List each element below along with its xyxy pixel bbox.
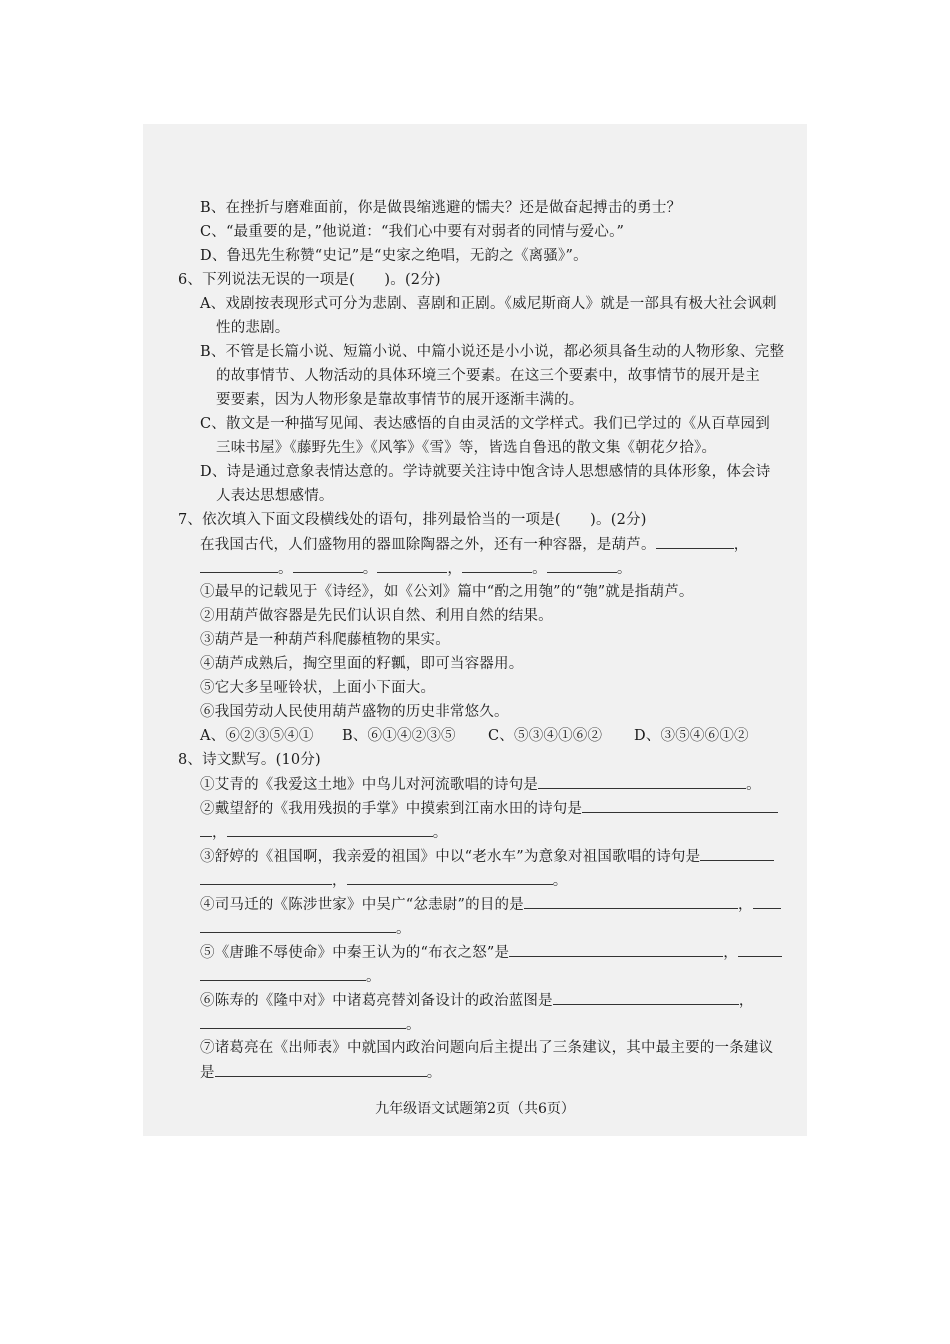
q7-sentence-2: ②用葫芦做容器是先民们认识自然、利用自然的结果。 xyxy=(200,608,553,624)
q8-item-6: ⑥陈寿的《隆中对》中诸葛亮替刘备设计的政治蓝图是 ， xyxy=(200,993,754,1009)
q7-option-c: C、⑤③④①⑥② xyxy=(488,728,603,744)
q8-item-2-cont: ， 。 xyxy=(200,823,447,842)
q7-passage-blanks: 。 。 ， 。 。 xyxy=(200,559,632,578)
q8-item-5-cont: 。 xyxy=(200,967,381,986)
q6-option-d: D、诗是通过意象表情达意的。学诗就要关注诗中饱含诗人思想感情的具体形象，体会诗 xyxy=(200,464,771,480)
q8-item-6-text: ⑥陈寿的《隆中对》中诸葛亮替刘备设计的政治蓝图是 xyxy=(200,993,553,1009)
answer-blank xyxy=(347,871,553,885)
answer-blank xyxy=(547,559,617,573)
answer-blank xyxy=(582,799,778,813)
q8-item-4-text: ④司马迁的《陈涉世家》中吴广“忿恚尉”的目的是 xyxy=(200,897,524,913)
answer-blank xyxy=(200,823,212,837)
answer-blank xyxy=(227,823,433,837)
q8-item-4-cont: 。 xyxy=(200,919,411,938)
q6-option-b-cont2: 要要素，因为人物形象是靠故事情节的展开逐渐丰满的。 xyxy=(216,392,584,408)
q8-stem: 8、诗文默写。(10分) xyxy=(178,752,321,768)
q7-option-a: A、⑥②③⑤④① xyxy=(200,728,314,744)
q5-option-c: C、“最重要的是，”他说道：“我们心中要有对弱者的同情与爱心。” xyxy=(200,224,625,240)
q7-passage: 在我国古代，人们盛物用的器皿除陶器之外，还有一种容器，是葫芦。 ， xyxy=(200,537,749,553)
answer-blank xyxy=(200,919,396,933)
q6-option-b: B、不管是长篇小说、短篇小说、中篇小说还是小小说，都必须具备生动的人物形象、完整 xyxy=(200,344,785,360)
answer-blank xyxy=(293,559,363,573)
q6-option-b-cont: 的故事情节、人物活动的具体环境三个要素。在这三个要素中，故事情节的展开是主 xyxy=(216,368,760,384)
answer-blank xyxy=(538,775,746,789)
q6-option-a: A、戏剧按表现形式可分为悲剧、喜剧和正剧。《威尼斯商人》就是一部具有极大社会讽刺 xyxy=(200,296,777,312)
q6-option-d-cont: 人表达思想感情。 xyxy=(216,488,334,504)
answer-blank xyxy=(215,1063,427,1077)
q6-stem: 6、下列说法无误的一项是( )。(2分) xyxy=(178,272,441,288)
q5-option-d: D、鲁迅先生称赞“史记”是“史家之绝唱，无韵之《离骚》”。 xyxy=(200,248,588,264)
q8-item-7: ⑦诸葛亮在《出师表》中就国内政治问题向后主提出了三条建议，其中最主要的一条建议 xyxy=(200,1040,774,1056)
q8-item-7-cont: 是 。 xyxy=(200,1065,442,1081)
q8-item-1-text: ①艾青的《我爱这土地》中鸟儿对河流歌唱的诗句是 xyxy=(200,777,539,793)
answer-blank xyxy=(200,871,332,885)
q7-option-b: B、⑥①④②③⑤ xyxy=(342,728,456,744)
q8-item-5-text: ⑤《唐雎不辱使命》中秦王认为的“布衣之怒”是 xyxy=(200,945,510,961)
q8-item-5: ⑤《唐雎不辱使命》中秦王认为的“布衣之怒”是 ， xyxy=(200,943,782,962)
q6-option-c-cont: 三味书屋》《藤野先生》《风筝》《雪》等，皆选自鲁迅的散文集《朝花夕拾》。 xyxy=(216,440,717,456)
q7-sentence-4: ④葫芦成熟后，掏空里面的籽瓤，即可当容器用。 xyxy=(200,656,524,672)
q8-item-3-cont: ， 。 xyxy=(200,871,567,890)
q7-passage-text: 在我国古代，人们盛物用的器皿除陶器之外，还有一种容器，是葫芦。 xyxy=(200,537,656,553)
answer-blank xyxy=(524,895,738,909)
answer-blank xyxy=(753,895,781,909)
q7-sentence-5: ⑤它大多呈哑铃状，上面小下面大。 xyxy=(200,680,436,696)
q7-option-d: D、③⑤④⑥①② xyxy=(634,728,749,744)
answer-blank xyxy=(509,943,723,957)
answer-blank xyxy=(200,967,366,981)
q8-item-3 xyxy=(200,847,774,866)
page-footer: 九年级语文试题第2页（共6页） xyxy=(375,1101,575,1117)
answer-blank xyxy=(553,991,739,1005)
answer-blank xyxy=(200,559,278,573)
q7-stem: 7、依次填入下面文段横线处的语句，排列最恰当的一项是( )。(2分) xyxy=(178,512,647,528)
q5-option-b: B、在挫折与磨难面前，你是做畏缩逃避的懦夫？还是做奋起搏击的勇士？ xyxy=(200,200,682,216)
answer-blank xyxy=(656,535,734,549)
q6-option-c: C、散文是一种描写见闻、表达感悟的自由灵活的文学样式。我们已学过的《从百草园到 xyxy=(200,416,770,432)
q8-item-2-text: ②戴望舒的《我用残损的手掌》中摸索到江南水田的诗句是 xyxy=(200,801,583,817)
q8-item-7-text: 是 xyxy=(200,1065,215,1081)
q8-item-4: ④司马迁的《陈涉世家》中吴广“忿恚尉”的目的是 ， xyxy=(200,895,781,914)
q8-item-1: ①艾青的《我爱这土地》中鸟儿对河流歌唱的诗句是 。 xyxy=(200,777,761,793)
answer-blank xyxy=(377,559,447,573)
q7-sentence-1: ①最早的记载见于《诗经》，如《公刘》篇中“酌之用匏”的“匏”就是指葫芦。 xyxy=(200,584,694,600)
q8-item-3-text: ③舒婷的《祖国啊，我亲爱的祖国》中以“老水车”为意象对祖国歌唱的诗句是 xyxy=(200,849,701,865)
answer-blank xyxy=(200,1015,406,1029)
q7-sentence-3: ③葫芦是一种葫芦科爬藤植物的果实。 xyxy=(200,632,450,648)
q8-item-2 xyxy=(200,799,778,818)
answer-blank xyxy=(738,943,782,957)
q7-sentence-6: ⑥我国劳动人民使用葫芦盛物的历史非常悠久。 xyxy=(200,704,509,720)
answer-blank xyxy=(700,847,774,861)
q7-options xyxy=(200,727,749,745)
q6-option-a-cont: 性的悲剧。 xyxy=(216,320,290,336)
q8-item-6-cont: 。 xyxy=(200,1015,421,1034)
answer-blank xyxy=(462,559,532,573)
